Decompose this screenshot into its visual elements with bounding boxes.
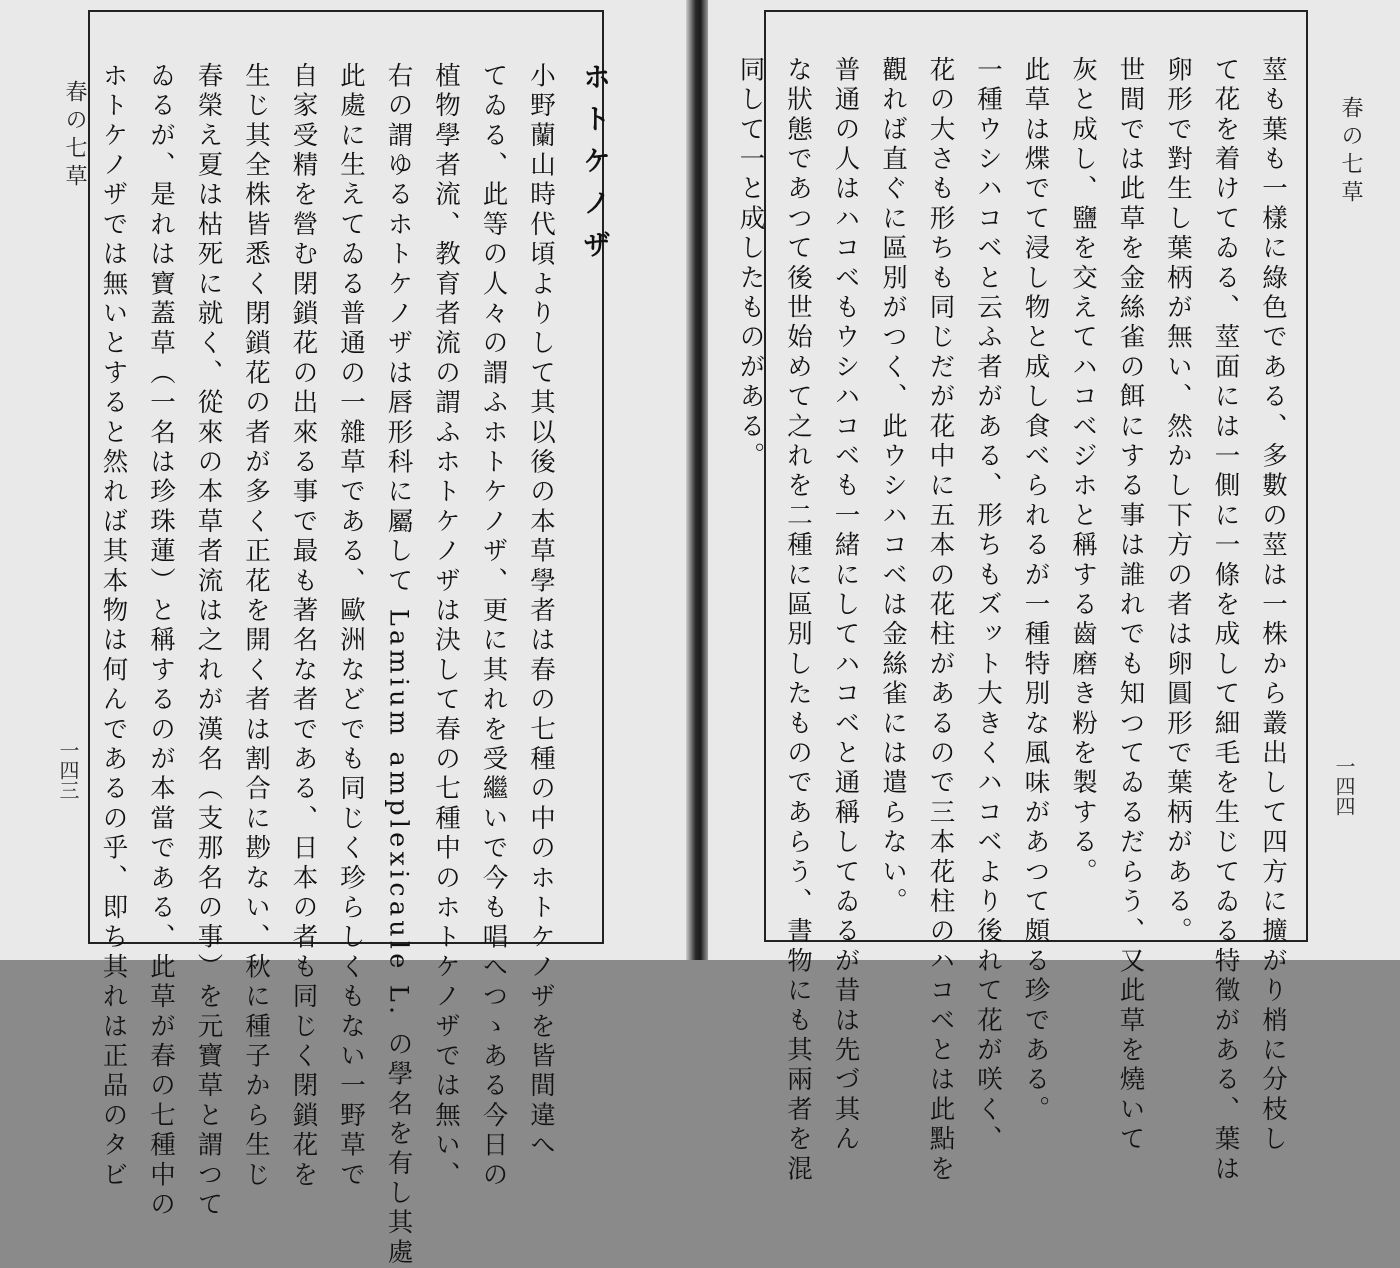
left-body-text xyxy=(98,62,564,1268)
right-line-11: な狀態であつて後世始めて之れを二種に區別したものであらう、書物にも其兩者を混 xyxy=(783,56,813,1185)
left-running-header: 春の七草 xyxy=(62,80,87,192)
left-line-9: ゐるが、是れは寶蓋草（一名は珍珠蓮）と稱するのが本當である、此草が春の七種中の xyxy=(146,62,176,1221)
right-page-number: 一四四 xyxy=(1332,756,1356,816)
left-page-title: ホトケノザ xyxy=(579,62,612,272)
right-line-7: 一種ウシハコベと云ふ者がある、形ちもズット大きくハコベより後れて花が咲く、 xyxy=(973,56,1003,1155)
right-page xyxy=(708,0,1400,1185)
left-line-7: 生じ其全株皆悉く閉鎖花の者が多く正花を開く者は割合に尠ない、秋に種子から生じ xyxy=(241,62,271,1191)
right-line-3: 卵形で對生し葉柄が無い、然かし下方の者は卵圓形で葉柄がある。 xyxy=(1163,56,1193,947)
left-line-3: 植物學者流、教育者流の謂ふホトケノザは決して春の七種中のホトケノザでは無い、 xyxy=(431,62,461,1191)
left-page xyxy=(0,0,688,1268)
left-line-8: 春榮え夏は枯死に就く、從來の本草者流は之れが漢名（支那名の事）を元寶草と謂つて xyxy=(193,62,224,1221)
right-running-header: 春の七草 xyxy=(1338,96,1363,208)
right-body-text xyxy=(735,56,1296,1185)
right-line-8: 花の大さも形ちも同じだが花中に五本の花柱があるので三本花柱のハコベとは此點を xyxy=(925,56,956,1185)
right-line-6: 此草は煠でて浸し物と成し食べられるが一種特別な風味があつて頗る珍である。 xyxy=(1020,56,1051,1126)
right-line-12: 同して一と成したものがある。 xyxy=(735,56,766,472)
book-gutter xyxy=(686,0,710,960)
left-line-4: 右の謂ゆるホトケノザは唇形科に屬して Lamium amplexicaule L. の學名を有し其處 xyxy=(383,62,414,1268)
right-line-2: て花を着けてゐる、莖面には一側に一條を成して細毛を生じてゐる特徵がある、葉は xyxy=(1210,56,1241,1185)
right-line-5: 灰と成し、鹽を交えてハコベジホと稱する齒磨き粉を製する。 xyxy=(1068,56,1098,888)
left-line-2: てゐる、此等の人々の謂ふホトケノザ、更に其れを受繼いで今も唱へつゝある今日の xyxy=(478,62,509,1191)
left-line-1: 小野蘭山時代頃よりして其以後の本草學者は春の七種の中のホトケノザを皆間違へ xyxy=(526,62,556,1161)
right-line-1: 莖も葉も一樣に綠色である、多數の莖は一株から叢出して四方に擴がり梢に分枝し xyxy=(1258,56,1288,1155)
left-line-6: 自家受精を營む閉鎖花の出來る事で最も著名な者である、日本の者も同じく閉鎖花を xyxy=(288,62,319,1191)
right-line-9: 觀れば直ぐに區別がつく、此ウシハコベは金絲雀には遣らない。 xyxy=(878,56,908,918)
left-page-number: 一四三 xyxy=(56,740,80,800)
left-line-10: ホトケノザでは無いとすると然れば其本物は何んであるの乎、即ち其れは正品のタビ xyxy=(98,62,129,1191)
right-line-4: 世間では此草を金絲雀の餌にする事は誰れでも知つてゐるだらう、又此草を燒いて xyxy=(1115,56,1146,1155)
left-line-5: 此處に生えてゐる普通の一雜草である、歐洲などでも同じく珍らしくもない一野草で xyxy=(336,62,366,1191)
right-line-10: 普通の人はハコベもウシハコベも一緒にしてハコベと通稱してゐるが昔は先づ其ん xyxy=(830,56,861,1155)
